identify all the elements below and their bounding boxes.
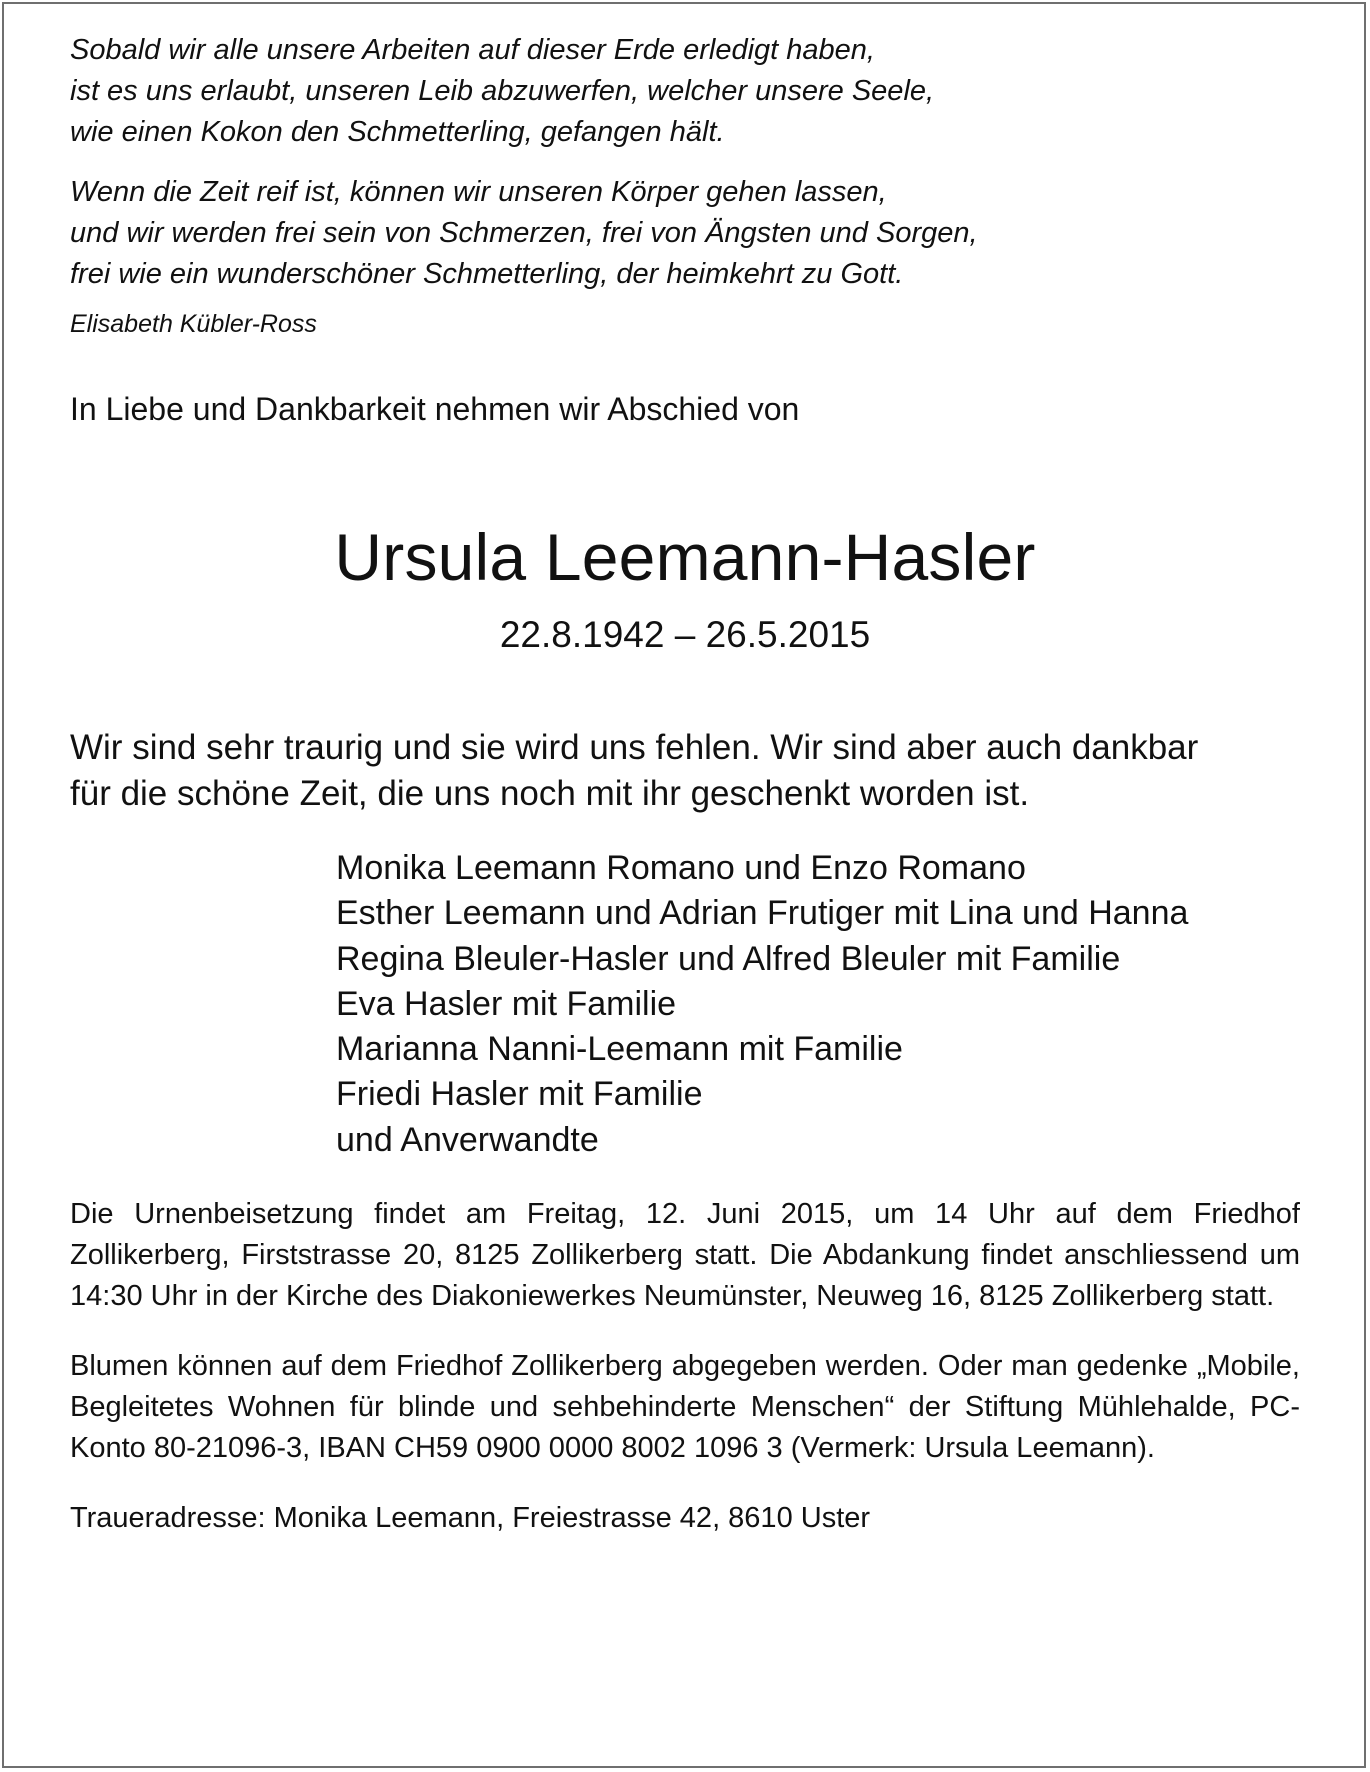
poem-line: und wir werden frei sein von Schmerzen, frei von Ängsten und Sorgen,: [70, 217, 978, 249]
poem-stanza-1: [70, 30, 1300, 153]
poem-stanza-2: [70, 172, 1300, 295]
mourner-entry: Regina Bleuler-Hasler und Alfred Bleuler mit Familie: [336, 939, 1121, 978]
mourner-entry: Eva Hasler mit Familie: [336, 984, 677, 1023]
mourner-entry: Monika Leemann Romano und Enzo Romano: [336, 849, 1026, 887]
poem-author: Elisabeth Kübler-Ross: [70, 310, 317, 338]
intro-text: In Liebe und Dankbarkeit nehmen wir Abschied von: [70, 391, 800, 427]
life-dates: 22.8.1942 – 26.5.2015: [499, 614, 871, 655]
mourning-address: Traueradresse: Monika Leemann, Freiestrasse 42, 8610 Uster: [70, 1502, 871, 1535]
poem-line: Wenn die Zeit reif ist, können wir unseren Körper gehen lassen,: [70, 176, 887, 208]
message-line: für die schöne Zeit, die uns noch mit ihr geschenkt worden ist.: [70, 774, 1030, 813]
deceased-name: Ursula Leemann-Hasler: [334, 520, 1036, 594]
message-line: Wir sind sehr traurig und sie wird uns fehlen. Wir sind aber auch dankbar: [70, 728, 1199, 767]
service-info: Die Urnenbeisetzung findet am Freitag, 12. Juni 2015, um 14 Uhr auf dem Friedhof Zollikerberg, Firststrasse 20, 8125 Zollikerberg statt. Die Abdankung findet anschliessend um 14:30 Uhr in der Kirche des Diakoniewerkes Neumünster, Neuweg 16, 8125 Zollikerberg statt.: [70, 1198, 1300, 1313]
mourner-entry: und Anverwandte: [336, 1120, 599, 1159]
family-message: [70, 725, 1300, 817]
mourner-entry: Esther Leemann und Adrian Frutiger mit Lina und Hanna: [336, 894, 1189, 933]
mourners-list: [336, 846, 1300, 1163]
poem-line: frei wie ein wunderschöner Schmetterling, der heimkehrt zu Gott.: [70, 258, 904, 290]
poem: [70, 30, 1300, 295]
poem-line: Sobald wir alle unsere Arbeiten auf dieser Erde erledigt haben,: [70, 34, 875, 66]
poem-line: wie einen Kokon den Schmetterling, gefangen hält.: [70, 116, 725, 148]
mourner-entry: Friedi Hasler mit Familie: [336, 1075, 703, 1114]
poem-line: ist es uns erlaubt, unseren Leib abzuwerfen, welcher unsere Seele,: [70, 75, 935, 107]
obituary-content: [70, 30, 1300, 1568]
donation-info: Blumen können auf dem Friedhof Zollikerberg abgegeben werden. Oder man gedenke „Mobile, Begleitetes Wohnen für blinde und sehbehinderte Menschen“ der Stiftung Mühlehalde, PC-Konto 80-21096-3, IBAN CH59 0900 0000 8002 1096 3 (Vermerk: Ursula Leemann).: [70, 1350, 1300, 1465]
mourner-entry: Marianna Nanni-Leemann mit Familie: [336, 1030, 903, 1069]
